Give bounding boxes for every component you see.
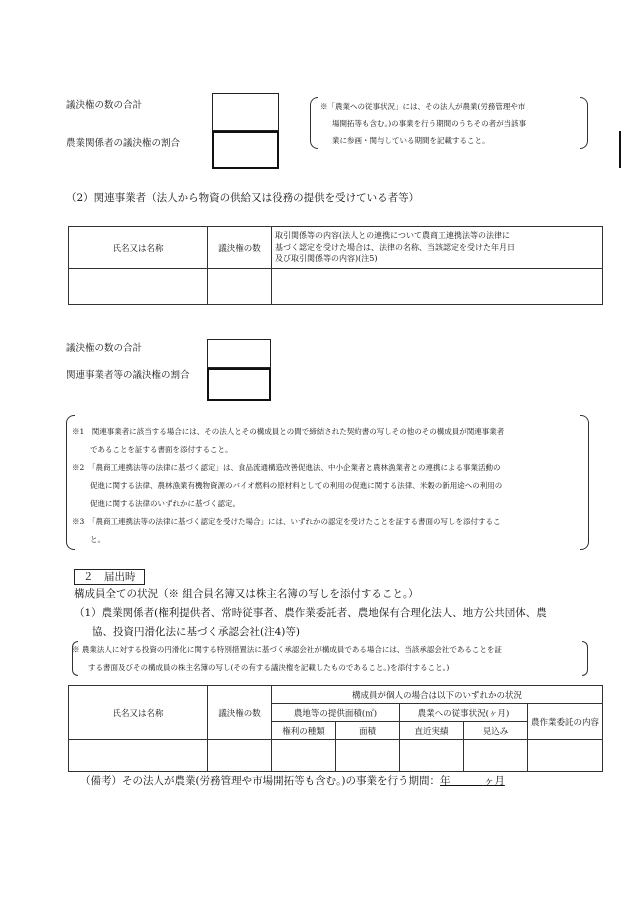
margin-bar	[619, 131, 621, 168]
agri-related-heading: （1）農業関係者(権利提供者、常時従事者、農作業委託者、農地保有合理化法人、地方公共団体、農	[74, 607, 547, 619]
members-table	[68, 685, 603, 772]
individual-status-header: 構成員が個人の場合は以下のいずれかの状況	[272, 686, 603, 704]
related-note: 促進に関する法律、農林漁業有機物資源のバイオ燃料の原材料としての利用の促進に関する法律、米穀の新用途への利用の	[90, 481, 503, 490]
consignment-header: 農作業委託の内容	[528, 704, 603, 740]
remarks-month: ヶ月	[483, 775, 505, 787]
related-note: ※1 関連事業者に該当する場合には、その法人とその構成員との間で締結された契約書の写しその他のその構成員が関連事業者	[72, 427, 505, 436]
related-note: 促進に関する法律のいずれかに基づく認定。	[90, 499, 240, 508]
land-area-header: 農地等の提供面積(㎡)	[272, 704, 400, 722]
col-name-header: 氏名又は名称	[69, 227, 208, 269]
remarks-year[interactable]: 年 ヶ月	[439, 775, 505, 787]
total-votes-field[interactable]	[212, 93, 279, 131]
votes-cell[interactable]	[208, 740, 272, 772]
remarks-prefix: （備考）その法人が農業(労務管理や市場開拓等も含む。)の事業を行う期間：	[80, 775, 440, 787]
engagement-note-line: 業に参画・関与している期間を記載すること。	[332, 136, 490, 145]
votes-cell[interactable]	[208, 269, 272, 305]
area-cell[interactable]	[336, 740, 400, 772]
related-total-votes-field[interactable]	[207, 339, 271, 368]
related-ratio-label: 関連事業者等の議決権の割合	[66, 370, 190, 381]
agri-related-heading-cont: 協、投資円滑化法に基づく承認会社(注4)等)	[92, 626, 300, 638]
name-cell[interactable]	[69, 740, 208, 772]
rights-type-header: 権利の種類	[272, 722, 336, 740]
related-business-table	[68, 226, 603, 305]
consignment-cell[interactable]	[528, 740, 603, 772]
rights-type-cell[interactable]	[272, 740, 336, 772]
name-cell[interactable]	[69, 269, 208, 305]
detail-cell[interactable]	[272, 269, 603, 305]
approval-note-bracket-right	[582, 641, 588, 676]
forecast-header: 見込み	[464, 722, 528, 740]
recent-record-header: 直近実績	[400, 722, 464, 740]
col-name-header: 氏名又は名称	[69, 686, 208, 740]
note-bracket-left	[310, 97, 318, 149]
col-votes-header: 議決権の数	[208, 227, 272, 269]
area-header: 面積	[336, 722, 400, 740]
related-note: と。	[90, 535, 105, 544]
forecast-cell[interactable]	[464, 740, 528, 772]
related-note: ※2 「農商工連携法等の法律に基づく認定」は、食品流通構造改善促進法、中小企業者と農林漁業者との連携による事業活動の	[72, 463, 501, 472]
notes-bracket-right	[580, 415, 589, 550]
col-votes-header: 議決権の数	[208, 686, 272, 740]
members-status-title: 構成員全ての状況（※ 組合員名簿又は株主名簿の写しを添付すること。）	[74, 588, 419, 600]
agri-ratio-field[interactable]	[212, 131, 279, 169]
related-ratio-field[interactable]	[207, 368, 271, 401]
recent-record-cell[interactable]	[400, 740, 464, 772]
related-note: ※3 「農商工連携法等の法律に基づく認定を受けた場合」には、いずれかの認定を受けたことを証する書面の写しを添付するこ	[72, 517, 501, 526]
total-votes-label: 議決権の数の合計	[66, 100, 143, 111]
filing-time-badge: ２ 届出時	[74, 569, 145, 585]
engagement-note-line: ※「農業への従事状況」には、その法人が農業(労務管理や市	[320, 102, 526, 111]
related-business-heading: （2）関連事業者（法人から物資の供給又は役務の提供を受けている者等）	[66, 192, 420, 204]
note-bracket-right	[580, 97, 588, 149]
approval-note-line: する書面及びその構成員の株主名簿の写し(その有する議決権を記載したものであること。)を添付すること。)	[88, 663, 450, 672]
col-detail-header: 取引関係等の内容(法人との連携について農商工連携法等の法律に 基づく認定を受けた場合は、法律の名称、当該認定を受けた年月日 及び取引関係等の内容)(注5)	[272, 227, 603, 269]
engagement-note-line: 場開拓等も含む。)の事業を行う期間のうちその者が当該事	[332, 119, 527, 128]
remarks-line	[80, 775, 505, 789]
agri-ratio-label: 農業関係者の議決権の割合	[66, 138, 181, 149]
engagement-header: 農業への従事状況(ヶ月)	[400, 704, 528, 722]
related-note: であることを証する書面を添付すること。	[90, 445, 233, 454]
approval-note-line: ※ 農業法人に対する投資の円滑化に関する特別措置法に基づく承認会社が構成員である場合には、当該承認会社であることを証	[72, 645, 502, 654]
related-total-votes-label: 議決権の数の合計	[66, 343, 143, 354]
